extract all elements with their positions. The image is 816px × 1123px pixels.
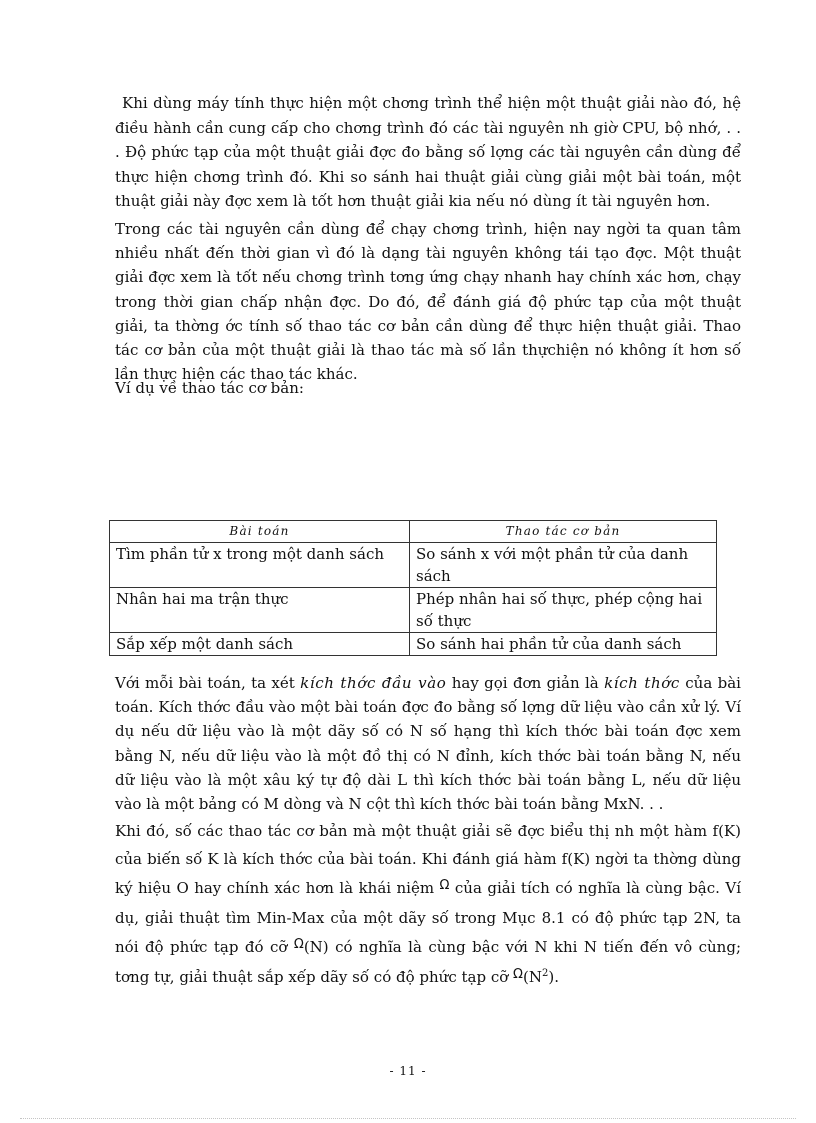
text-run: Với mỗi bài toán, ta xét [115,674,301,692]
paragraph-resources [115,91,741,214]
table-cell-operation: So sánh hai phần tử của danh sách [410,633,717,656]
table-row [110,588,717,633]
text-run: (N [522,968,542,987]
text-run: hay gọi đơn giản là [446,674,605,692]
text-run: ). [548,968,559,987]
term-size: kích thớc [604,674,680,692]
column-header-operation: Thao tác cơ bản [410,521,717,543]
omega-symbol: Ω [513,967,523,983]
column-header-problem: Bài toán [110,521,410,543]
paragraph-input-size [115,671,741,816]
footer-divider [20,1118,796,1119]
term-input-size: kích thớc đầu vào [300,674,447,692]
text-run: của giải tích có nghĩa là cùng bậc. Ví dụ, giải thuật tìm Min-Max của một dãy số trong Mục 8.1 có độ phức tạp 2N, ta nói độ phức tạp đó cỡ [115,878,741,956]
paragraph-example-intro: Ví dụ về thao tác cơ bản: [115,379,304,397]
table-header-row [110,521,717,543]
paragraph-resources-first-line: Khi dùng máy tính thực hiện một chơng trình thể hiện một thuật giải nào đó, hệ điều [115,94,741,137]
text-run: Khi đó, số các thao tác cơ bản mà một thuật giải sẽ đợc biểu thị nh một hàm f(K) của biến số K là kích thớc của bài toán. Khi đánh giá hàm f(K) ngời ta thờng dùng ký hiệu O hay chính xác hơn là khái niệm [115,822,741,897]
table-cell-problem: Sắp xếp một danh sách [110,633,410,656]
text-run: (N) có nghĩa là cùng bậc với N khi N tiến đến vô cùng; tơng tự, giải thuật sắp xếp dãy số có độ phức tạp cỡ [115,937,742,987]
paragraph-resources-rest: hành cần cung cấp cho chơng trình đó các tài nguyên nh giờ CPU, bộ nhớ, . . . Độ phức tạp của một thuật giải đợc đo bằng số lợng các tài nguyên cần dùng để thực hiện chơng trình đó. Khi so sánh hai thuật giải cùng giải một bài toán, một thuật giải này đợc xem là tốt hơn thuật giải kia nếu nó dùng ít tài nguyên hơn. [115,118,741,210]
text-run: của bài toán. Kích thớc đầu vào một bài toán đợc đo bằng số lợng dữ liệu vào cần xử lý. Ví dụ nếu dữ liệu vào là một dãy số có N số hạng thì kích thớc bài toán đợc xem bằng N, nếu dữ liệu vào là một đồ thị có N đỉnh, kích thớc bài toán bằng N, nếu dữ liệu vào là một xâu ký tự độ dài L thì kích thớc bài toán bằng L, nếu dữ liệu vào là một bảng có M dòng và N cột thì kích thớc bài toán bằng MxN. . . [115,674,741,814]
table-row [110,543,717,588]
table-cell-operation: So sánh x với một phần tử của danh sách [410,543,717,588]
omega-symbol: Ω [293,936,304,952]
paragraph-complexity-order [115,817,741,993]
page-number: - 11 - [389,1064,427,1078]
superscript-exponent: 2 [541,968,549,980]
table-row [110,633,717,656]
table-cell-operation: Phép nhân hai số thực, phép cộng hai số thực [410,588,717,633]
table-cell-problem: Nhân hai ma trận thực [110,588,410,633]
table-cell-problem: Tìm phần tử x trong một danh sách [110,543,410,588]
paragraph-time-complexity: Trong các tài nguyên cần dùng để chạy chơng trình, hiện nay ngời ta quan tâm nhiều nhất đến thời gian vì đó là dạng tài nguyên không tái tạo đợc. Một thuật giải đợc xem là tốt nếu chơng trình tơng ứng chạy nhanh hay chính xác hơn, chạy trong thời gian chấp nhận đợc. Do đó, để đánh giá độ phức tạp của một thuật giải, ta thờng ớc tính số thao tác cơ bản cần dùng để thực hiện thuật giải. Thao tác cơ bản của một thuật giải là thao tác mà số lần thựchiện nó không ít hơn số lần thực hiện các thao tác khác. [115,220,741,384]
omega-symbol: Ω [439,877,450,893]
basic-operations-table [109,520,717,656]
